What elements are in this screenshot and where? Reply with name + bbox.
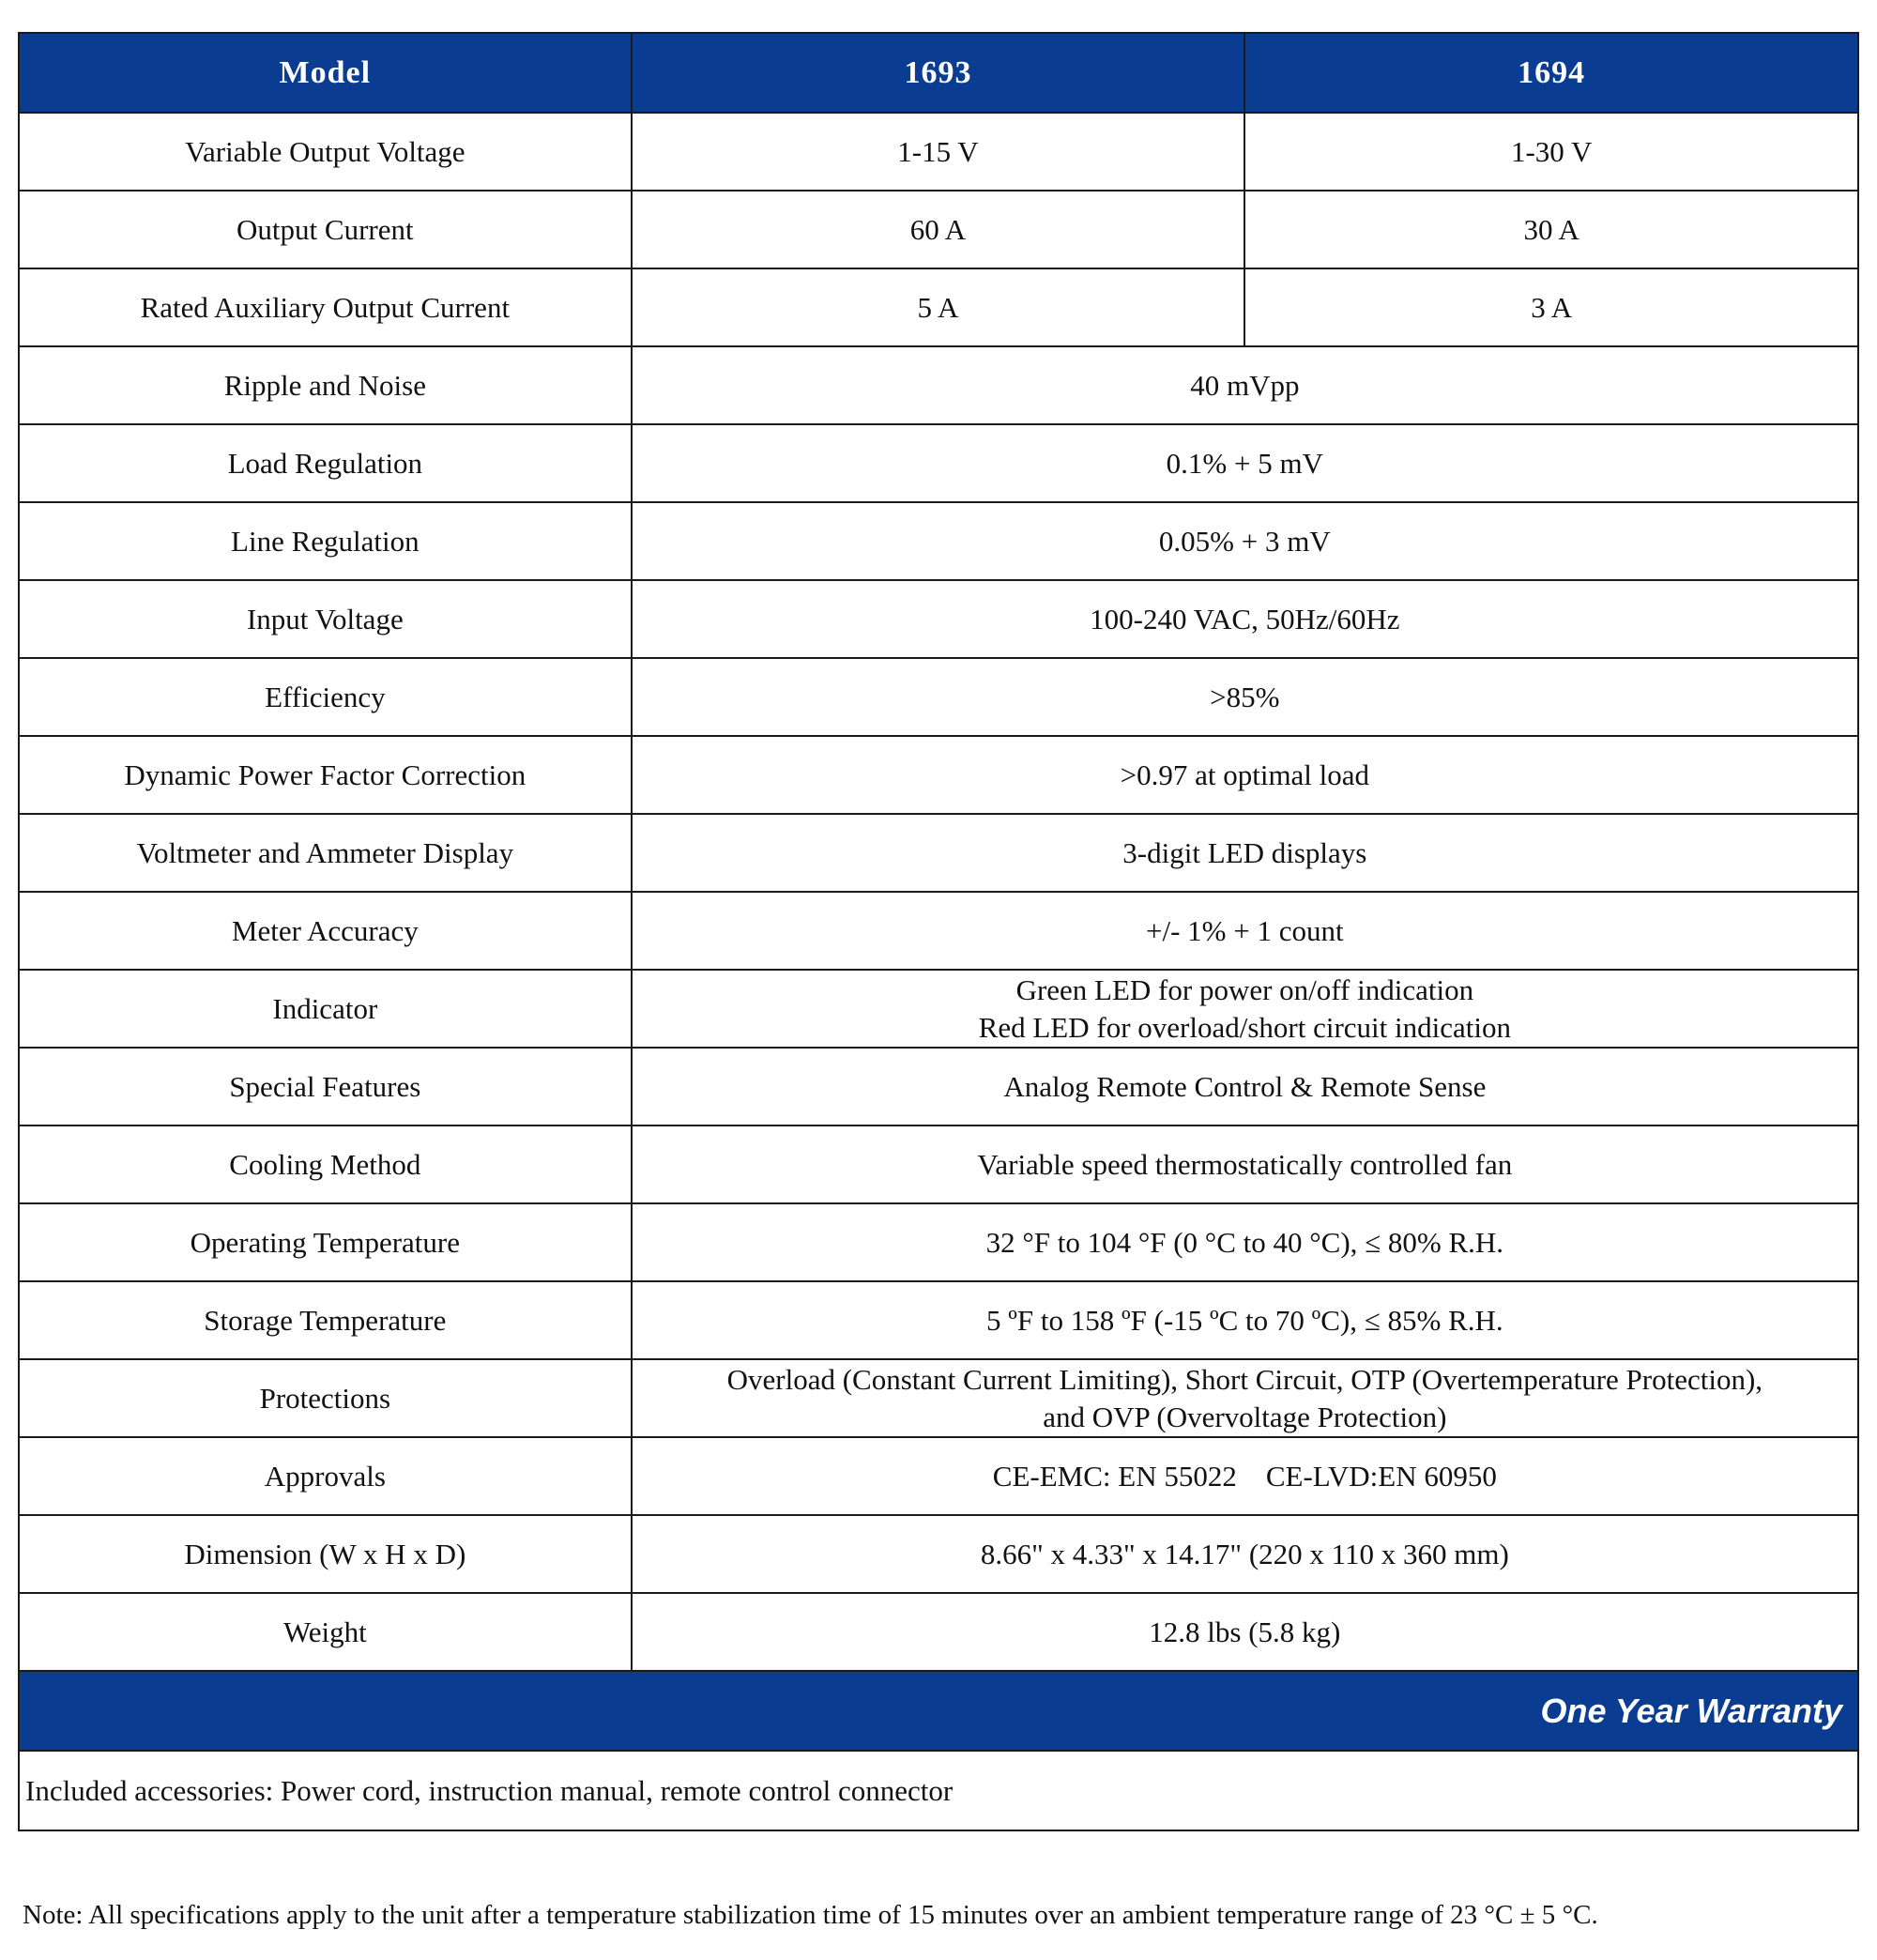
spec-label: Rated Auxiliary Output Current [19,268,632,346]
spec-value-line: and OVP (Overvoltage Protection) [1043,1400,1447,1433]
spec-value-line: 32 °F to 104 °F (0 °C to 40 °C), ≤ 80% R.H. [985,1225,1504,1259]
spec-value-line: 0.05% + 3 mV [1158,524,1331,558]
warranty-banner: One Year Warranty [19,1671,1858,1751]
specification-note: Note: All specifications apply to the unit after a temperature stabilization time of 15 minutes over an ambient temperature range of 23 °C ± 5 °C. [23,1900,1598,1930]
spec-value [632,1515,1858,1593]
spec-value-1694: 30 A [1244,191,1858,268]
spec-value [632,658,1858,736]
spec-label: Protections [19,1359,632,1437]
spec-value-line: 100-240 VAC, 50Hz/60Hz [1090,602,1400,635]
spec-value-line: 12.8 lbs (5.8 kg) [1149,1615,1341,1648]
spec-value [632,814,1858,892]
spec-value [632,1203,1858,1281]
accessories-row [19,1751,1858,1830]
spec-label: Cooling Method [19,1125,632,1203]
spec-value-line: Variable speed thermostatically controlled fan [977,1147,1513,1181]
spec-value [632,892,1858,970]
spec-value [632,424,1858,502]
table-row [19,892,1858,970]
spec-value-1693: 60 A [632,191,1245,268]
table-row [19,1515,1858,1593]
table-row [19,658,1858,736]
spec-label: Line Regulation [19,502,632,580]
spec-value-line: 0.1% + 5 mV [1166,446,1323,480]
table-row [19,424,1858,502]
spec-value-line: Green LED for power on/off indication [1015,972,1474,1006]
spec-value [632,736,1858,814]
spec-label: Indicator [19,970,632,1048]
spec-value [632,1125,1858,1203]
spec-label: Approvals [19,1437,632,1515]
table-row [19,1593,1858,1671]
warranty-row [19,1671,1858,1751]
spec-label: Input Voltage [19,580,632,658]
spec-label: Load Regulation [19,424,632,502]
spec-table [18,32,1859,1831]
table-row [19,1048,1858,1125]
spec-label: Meter Accuracy [19,892,632,970]
spec-value-1693: 1-15 V [632,113,1245,191]
spec-label: Dimension (W x H x D) [19,1515,632,1593]
spec-value-1693: 5 A [632,268,1245,346]
spec-value [632,1437,1858,1515]
spec-value [632,1281,1858,1359]
table-row [19,191,1858,268]
model-1694-header: 1694 [1244,33,1858,113]
table-row [19,580,1858,658]
spec-value [632,502,1858,580]
spec-value-line: 8.66" x 4.33" x 14.17" (220 x 110 x 360 mm) [980,1537,1509,1570]
spec-value [632,1593,1858,1671]
spec-label: Operating Temperature [19,1203,632,1281]
spec-value [632,970,1858,1048]
spec-label: Dynamic Power Factor Correction [19,736,632,814]
table-row [19,970,1858,1048]
included-accessories: Included accessories: Power cord, instruction manual, remote control connector [19,1751,1858,1830]
table-row [19,113,1858,191]
spec-value [632,580,1858,658]
table-row [19,1281,1858,1359]
spec-value-line: Overload (Constant Current Limiting), Short Circuit, OTP (Overtemperature Protection), [726,1362,1763,1396]
table-row [19,346,1858,424]
spec-label: Variable Output Voltage [19,113,632,191]
spec-value-1694: 3 A [1244,268,1858,346]
spec-label: Special Features [19,1048,632,1125]
table-row [19,1203,1858,1281]
spec-label: Output Current [19,191,632,268]
table-row [19,814,1858,892]
table-row [19,1437,1858,1515]
spec-value [632,1359,1858,1437]
spec-value-line: Red LED for overload/short circuit indication [978,1010,1511,1044]
table-row [19,268,1858,346]
spec-value-line: 5 ºF to 158 ºF (-15 ºC to 70 ºC), ≤ 85% R.H. [986,1303,1503,1337]
table-row [19,1359,1858,1437]
model-1693-header: 1693 [632,33,1245,113]
spec-label: Ripple and Noise [19,346,632,424]
spec-value-line: 3-digit LED displays [1122,835,1367,869]
table-row [19,736,1858,814]
spec-label: Voltmeter and Ammeter Display [19,814,632,892]
spec-value-line: Analog Remote Control & Remote Sense [1003,1069,1487,1103]
spec-value-line: CE-EMC: EN 55022 CE-LVD:EN 60950 [992,1459,1497,1493]
spec-label: Efficiency [19,658,632,736]
spec-value [632,1048,1858,1125]
table-row [19,502,1858,580]
table-row [19,1125,1858,1203]
spec-value-line: >85% [1210,680,1280,713]
spec-value-line: >0.97 at optimal load [1120,758,1370,791]
header-row [19,33,1858,113]
spec-value [632,346,1858,424]
spec-label: Weight [19,1593,632,1671]
spec-label: Storage Temperature [19,1281,632,1359]
model-header: Model [19,33,632,113]
spec-value-line: 40 mVpp [1190,368,1300,402]
spec-value-1694: 1-30 V [1244,113,1858,191]
spec-value-line: +/- 1% + 1 count [1146,913,1344,947]
